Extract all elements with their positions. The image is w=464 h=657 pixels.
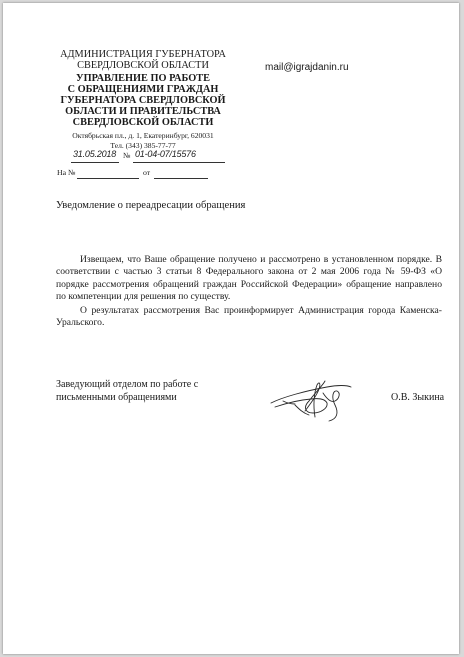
dept-name-line2: С ОБРАЩЕНИЯМИ ГРАЖДАН bbox=[67, 84, 219, 95]
number-underline bbox=[133, 153, 225, 163]
from-label: от bbox=[143, 168, 151, 177]
org-phone: Тел. (343) 385-77-77 bbox=[110, 141, 176, 150]
dept-name-line3: ГУБЕРНАТОРА СВЕРДЛОВСКОЙ bbox=[60, 95, 226, 106]
letter-subject: Уведомление о переадресации обращения bbox=[56, 200, 246, 211]
from-underline bbox=[154, 169, 208, 179]
dept-name-line5: СВЕРДЛОВСКОЙ ОБЛАСТИ bbox=[72, 117, 214, 128]
org-name-line2: СВЕРДЛОВСКОЙ ОБЛАСТИ bbox=[77, 60, 209, 71]
registration-line bbox=[71, 149, 231, 163]
org-address: Октябрьская пл., д. 1, Екатеринбург, 620031 bbox=[72, 131, 214, 140]
date-underline bbox=[71, 153, 119, 163]
position-line1: Заведующий отделом по работе с bbox=[56, 379, 199, 390]
body-paragraph-2: О результатах рассмотрения Вас проинформирует Администрация города Каменска-Уральского. bbox=[56, 304, 442, 329]
body-paragraph-1: Извещаем, что Ваше обращение получено и рассмотрено в установленном порядке. В соответствии с частью 3 статьи 8 Федерального закона от 2 мая 2006 года № 59-ФЗ «О порядке рассмотрения обращений граждан Российской Федерации» обращение направлено по компетенции для решения по существу. bbox=[56, 254, 442, 303]
signatory-name: О.В. Зыкина bbox=[391, 392, 445, 403]
reference-line bbox=[57, 168, 217, 180]
dept-name-line1: УПРАВЛЕНИЕ ПО РАБОТЕ bbox=[76, 73, 210, 84]
letter-body bbox=[56, 254, 442, 329]
handwritten-date: 31.05.2018 bbox=[73, 149, 117, 159]
on-underline bbox=[77, 169, 139, 179]
signatory-position bbox=[56, 378, 198, 404]
email-address: mail@igrajdanin.ru bbox=[265, 62, 349, 73]
handwritten-number: 01-04-07/15576 bbox=[135, 149, 196, 159]
org-name-line1: АДМИНИСТРАЦИЯ ГУБЕРНАТОРА bbox=[60, 49, 226, 60]
handwritten-signature bbox=[265, 373, 355, 425]
number-prefix: № bbox=[123, 151, 131, 160]
letterhead bbox=[58, 49, 228, 151]
on-label: На № bbox=[57, 168, 76, 177]
position-line2: письменными обращениями bbox=[56, 392, 177, 403]
dept-name-line4: ОБЛАСТИ И ПРАВИТЕЛЬСТВА bbox=[65, 106, 221, 117]
document-page bbox=[3, 3, 459, 654]
